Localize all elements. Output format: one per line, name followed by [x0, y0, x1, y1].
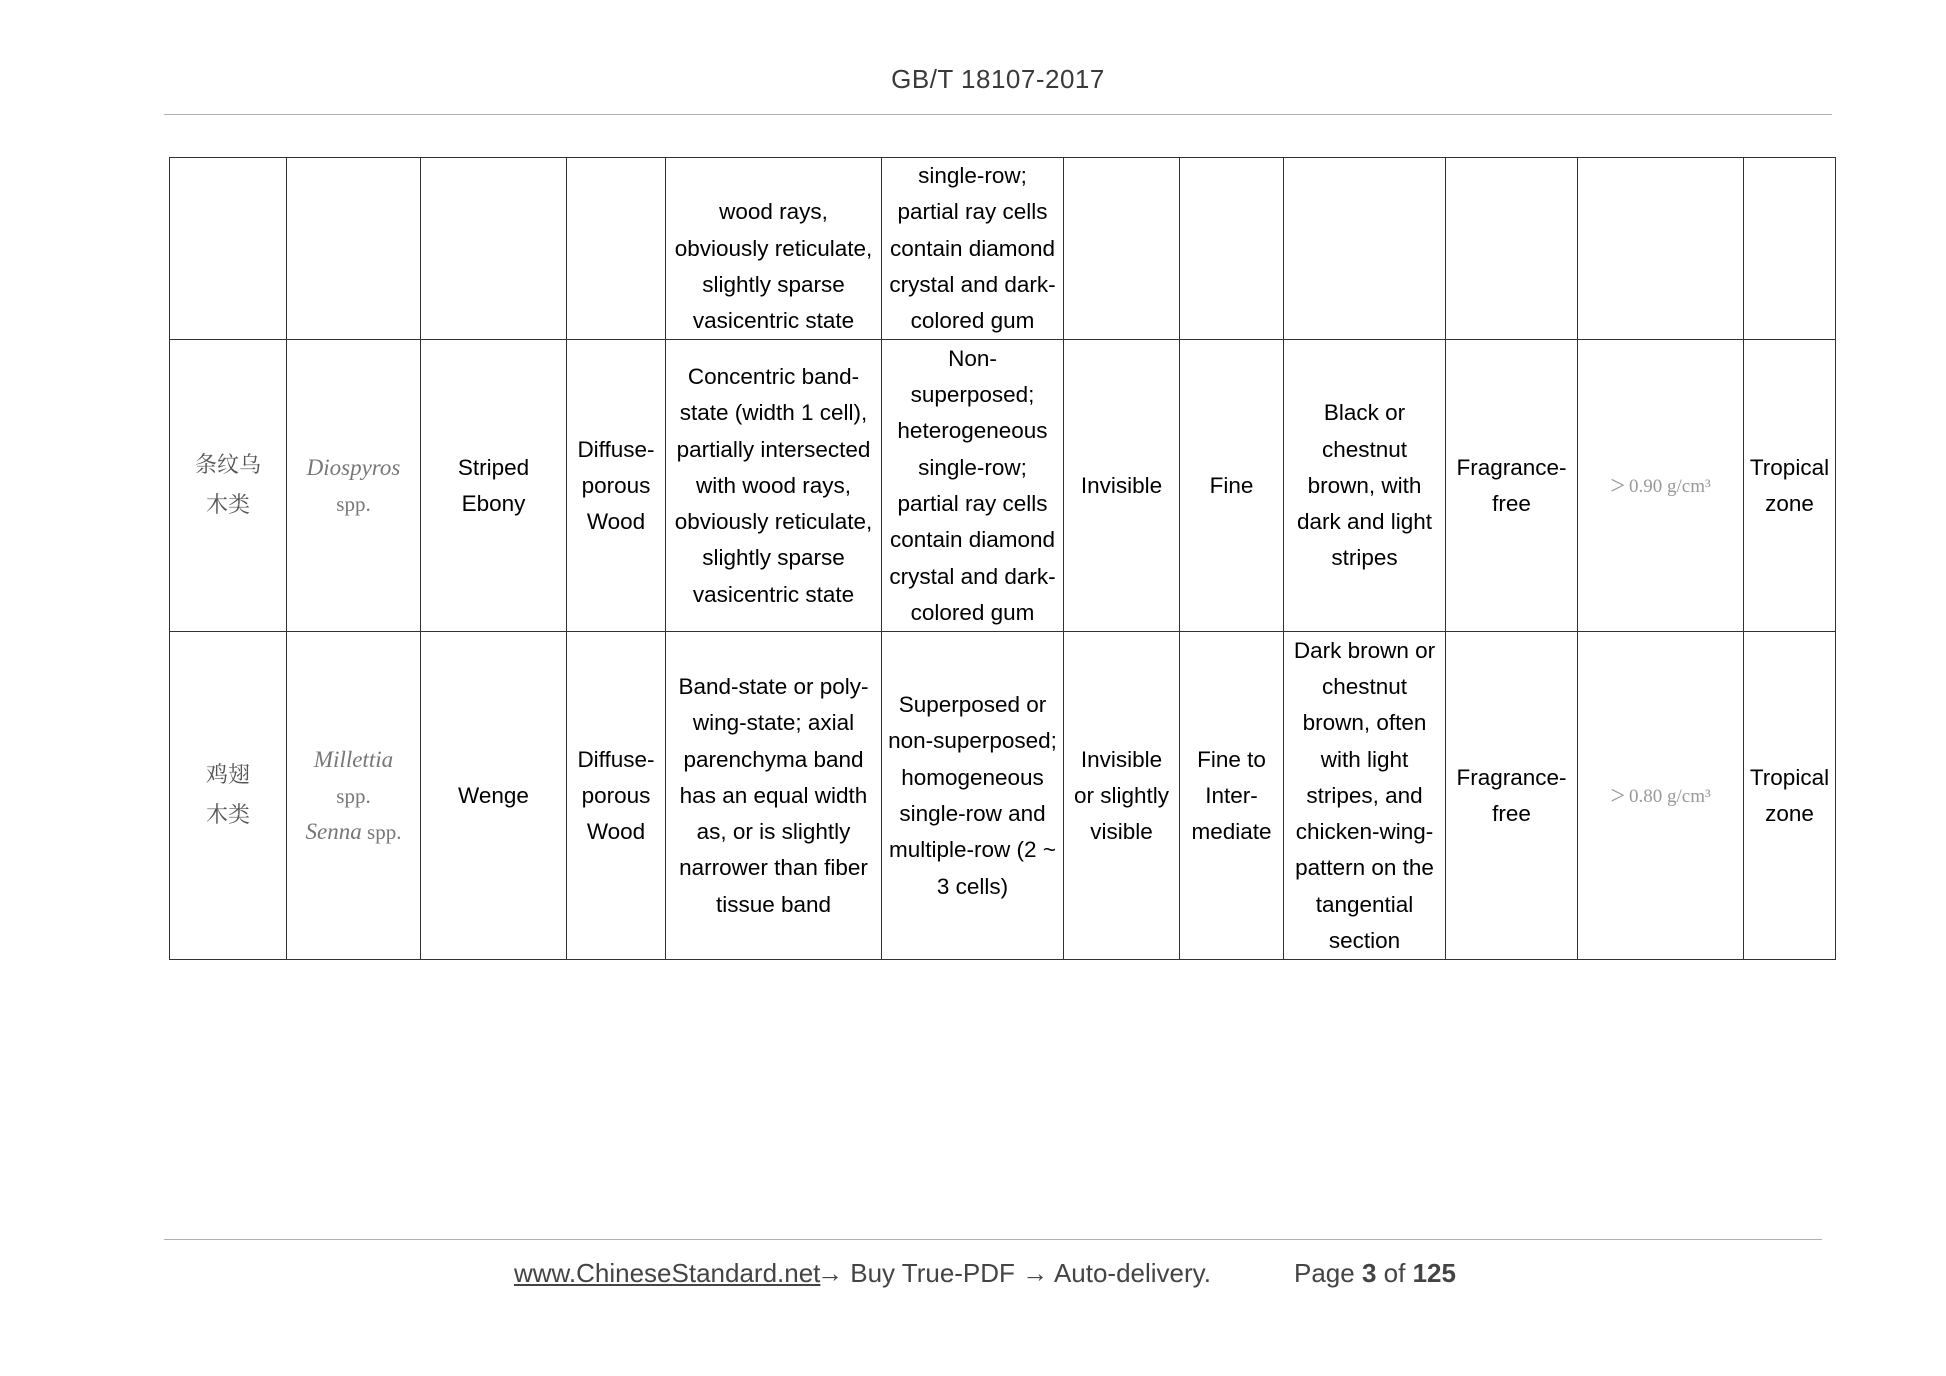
origin-zone-cell	[1744, 632, 1836, 960]
heartwood-color-cell	[1284, 158, 1446, 340]
wood-type-cell	[567, 340, 666, 632]
english-name-cell	[421, 158, 567, 340]
density-value	[1610, 780, 1711, 810]
wood-type-cell	[567, 632, 666, 960]
heartwood-color-line: chestnut	[1321, 673, 1408, 699]
ray-structure-line: partial ray cells	[897, 199, 1048, 225]
header-divider	[164, 114, 1832, 115]
wood-type-line: Wood	[586, 819, 646, 845]
parenchyma-line: tissue band	[715, 891, 832, 917]
table-row	[170, 158, 1836, 340]
heartwood-color-line: stripes, and	[1306, 782, 1423, 808]
parenchyma-line: partially intersected	[676, 436, 871, 462]
latin-name-line	[289, 814, 418, 850]
parenchyma-line: wood rays,	[719, 199, 828, 225]
origin-zone-line: Tropical	[1749, 454, 1830, 480]
greater-than-icon: >	[1610, 780, 1625, 810]
parenchyma-cell	[666, 340, 882, 632]
page-footer	[0, 1258, 1946, 1292]
heartwood-color-line: brown, often	[1302, 710, 1427, 736]
parenchyma-line: obviously reticulate,	[674, 235, 873, 261]
heartwood-color-line: Black or	[1323, 400, 1406, 426]
texture-line: Inter-	[1205, 782, 1258, 808]
heartwood-color-line: pattern on the	[1295, 855, 1434, 881]
ray-structure-line: colored gum	[910, 308, 1035, 334]
english-name-line: Ebony	[461, 490, 526, 516]
chinese-name-cell	[170, 632, 287, 960]
latin-name-line	[289, 742, 418, 778]
genus-name: Senna	[305, 819, 362, 845]
wood-type-line: Diffuse-	[577, 436, 655, 462]
species-table	[169, 157, 1836, 960]
origin-zone-line: Tropical	[1749, 764, 1830, 790]
promo-text: → Buy True-PDF → Auto-delivery.	[817, 1258, 1211, 1288]
texture-cell	[1180, 340, 1284, 632]
density-text: 0.80 g/cm³	[1628, 785, 1711, 807]
latin-name-cell	[287, 340, 421, 632]
table-body	[170, 158, 1836, 960]
parenchyma-line: has an equal width	[679, 782, 868, 808]
heartwood-color-line: brown, with	[1307, 472, 1422, 498]
texture-cell	[1180, 632, 1284, 960]
fragrance-cell	[1446, 158, 1578, 340]
ray-structure-line: crystal and dark-	[889, 271, 1056, 297]
footer-divider	[164, 1239, 1822, 1240]
ray-structure-line: contain diamond	[889, 235, 1056, 261]
ray-structure-line: colored gum	[910, 599, 1035, 625]
heartwood-color-line: dark and light	[1296, 509, 1433, 535]
parenchyma-line: parenchyma band	[683, 746, 864, 772]
density-text: 0.90 g/cm³	[1628, 475, 1711, 497]
ray-structure-line: crystal and dark-	[889, 563, 1056, 589]
latin-name-cell	[287, 632, 421, 960]
genus-name: Diospyros	[306, 454, 401, 480]
texture-line: mediate	[1191, 819, 1272, 845]
ray-structure-cell	[882, 158, 1064, 340]
chinese-name-cell	[170, 340, 287, 632]
heartwood-color-cell	[1284, 340, 1446, 632]
density-cell	[1578, 340, 1744, 632]
ray-structure-line: contain diamond	[889, 527, 1056, 553]
parenchyma-line: obviously reticulate,	[674, 509, 873, 535]
wood-type-line: porous	[581, 472, 651, 498]
vessel-visibility-line: visible	[1090, 819, 1153, 845]
ray-structure-line: multiple-row (2 ~	[889, 837, 1056, 863]
parenchyma-line: slightly sparse	[702, 271, 845, 297]
origin-zone-cell	[1744, 340, 1836, 632]
parenchyma-cell	[666, 632, 882, 960]
texture-line: Fine	[1209, 472, 1254, 498]
chinese-name-line: 木类	[205, 492, 250, 518]
heartwood-color-line: with light	[1320, 746, 1409, 772]
english-name-line: Striped	[457, 454, 530, 480]
texture-line: Fine to	[1197, 746, 1266, 772]
density-cell	[1578, 158, 1744, 340]
genus-name: Millettia	[313, 746, 394, 772]
page-header-title: GB/T 18107-2017	[891, 64, 1105, 94]
parenchyma-line: as, or is slightly	[696, 819, 851, 845]
parenchyma-line: state (width 1 cell),	[679, 400, 868, 426]
english-name-cell	[421, 632, 567, 960]
ray-structure-cell	[882, 632, 1064, 960]
vessel-visibility-cell	[1064, 158, 1180, 340]
species-table-container	[169, 157, 1830, 960]
fragrance-cell	[1446, 632, 1578, 960]
origin-zone-line: zone	[1765, 490, 1814, 516]
ray-structure-line: 3 cells)	[936, 873, 1009, 899]
vessel-visibility-cell	[1064, 632, 1180, 960]
fragrance-cell	[1446, 340, 1578, 632]
ray-structure-line: superposed;	[910, 382, 1035, 408]
vessel-visibility-cell	[1064, 340, 1180, 632]
page-label: Page	[1294, 1258, 1355, 1288]
parenchyma-line: slightly sparse	[702, 545, 845, 571]
page-current: 3	[1361, 1258, 1377, 1288]
page-total: 125	[1412, 1258, 1456, 1288]
species-abbrev: spp.	[336, 491, 371, 516]
heartwood-color-line: chestnut	[1321, 436, 1408, 462]
ray-structure-cell	[882, 340, 1064, 632]
website-link[interactable]: www.ChineseStandard.net	[514, 1258, 821, 1288]
greater-than-icon: >	[1610, 470, 1625, 500]
fragrance-line: free	[1492, 490, 1531, 516]
vessel-visibility-line: Invisible	[1080, 472, 1163, 498]
table-row	[170, 340, 1836, 632]
parenchyma-line: vasicentric state	[692, 308, 855, 334]
species-abbrev: spp.	[336, 783, 371, 808]
vessel-visibility-line: Invisible	[1080, 746, 1163, 772]
table-row	[170, 632, 1836, 960]
ray-structure-line: non-superposed;	[888, 728, 1057, 754]
species-abbrev: spp.	[361, 820, 402, 845]
ray-structure-line: Non-	[948, 345, 997, 371]
chinese-name-line: 木类	[205, 802, 250, 828]
ray-structure-line: single-row;	[918, 454, 1027, 480]
parenchyma-line: Concentric band-	[687, 363, 860, 389]
ray-structure-line: partial ray cells	[897, 490, 1048, 516]
parenchyma-line: wing-state; axial	[692, 710, 855, 736]
latin-name-cell	[287, 158, 421, 340]
latin-name-line	[289, 450, 418, 486]
density-value	[1610, 470, 1711, 500]
fragrance-line: Fragrance-	[1456, 454, 1567, 480]
vessel-visibility-line: or slightly	[1073, 782, 1170, 808]
fragrance-line: free	[1492, 800, 1531, 826]
latin-name-line	[289, 778, 418, 814]
ray-structure-line: homogeneous	[901, 764, 1044, 790]
parenchyma-line: Band-state or poly-	[678, 673, 869, 699]
parenchyma-line: with wood rays,	[695, 472, 852, 498]
heartwood-color-line: stripes	[1331, 545, 1398, 571]
wood-type-line: Wood	[586, 509, 646, 535]
ray-structure-line: heterogeneous	[897, 418, 1048, 444]
parenchyma-cell	[666, 158, 882, 340]
fragrance-line: Fragrance-	[1456, 764, 1567, 790]
wood-type-line: Diffuse-	[577, 746, 655, 772]
latin-name-line	[289, 486, 418, 522]
wood-type-line: porous	[581, 782, 651, 808]
density-cell	[1578, 632, 1744, 960]
heartwood-color-line: Dark brown or	[1293, 637, 1436, 663]
heartwood-color-line: tangential	[1315, 891, 1414, 917]
wood-type-cell	[567, 158, 666, 340]
origin-zone-cell	[1744, 158, 1836, 340]
chinese-name-line: 条纹乌	[194, 452, 261, 478]
heartwood-color-line: chicken-wing-	[1295, 819, 1434, 845]
ray-structure-line: single-row and	[899, 800, 1046, 826]
texture-cell	[1180, 158, 1284, 340]
chinese-name-line: 鸡翅	[205, 762, 250, 788]
english-name-line: Wenge	[458, 782, 529, 808]
ray-structure-line: single-row;	[918, 163, 1027, 188]
ray-structure-line: Superposed or	[898, 692, 1047, 718]
page-number	[1294, 1258, 1456, 1289]
origin-zone-line: zone	[1765, 800, 1814, 826]
page-of: of	[1383, 1258, 1406, 1288]
chinese-name-cell	[170, 158, 287, 340]
heartwood-color-line: section	[1328, 928, 1401, 954]
heartwood-color-cell	[1284, 632, 1446, 960]
parenchyma-line: narrower than fiber	[679, 855, 868, 881]
parenchyma-line: vasicentric state	[692, 581, 855, 607]
english-name-cell	[421, 340, 567, 632]
